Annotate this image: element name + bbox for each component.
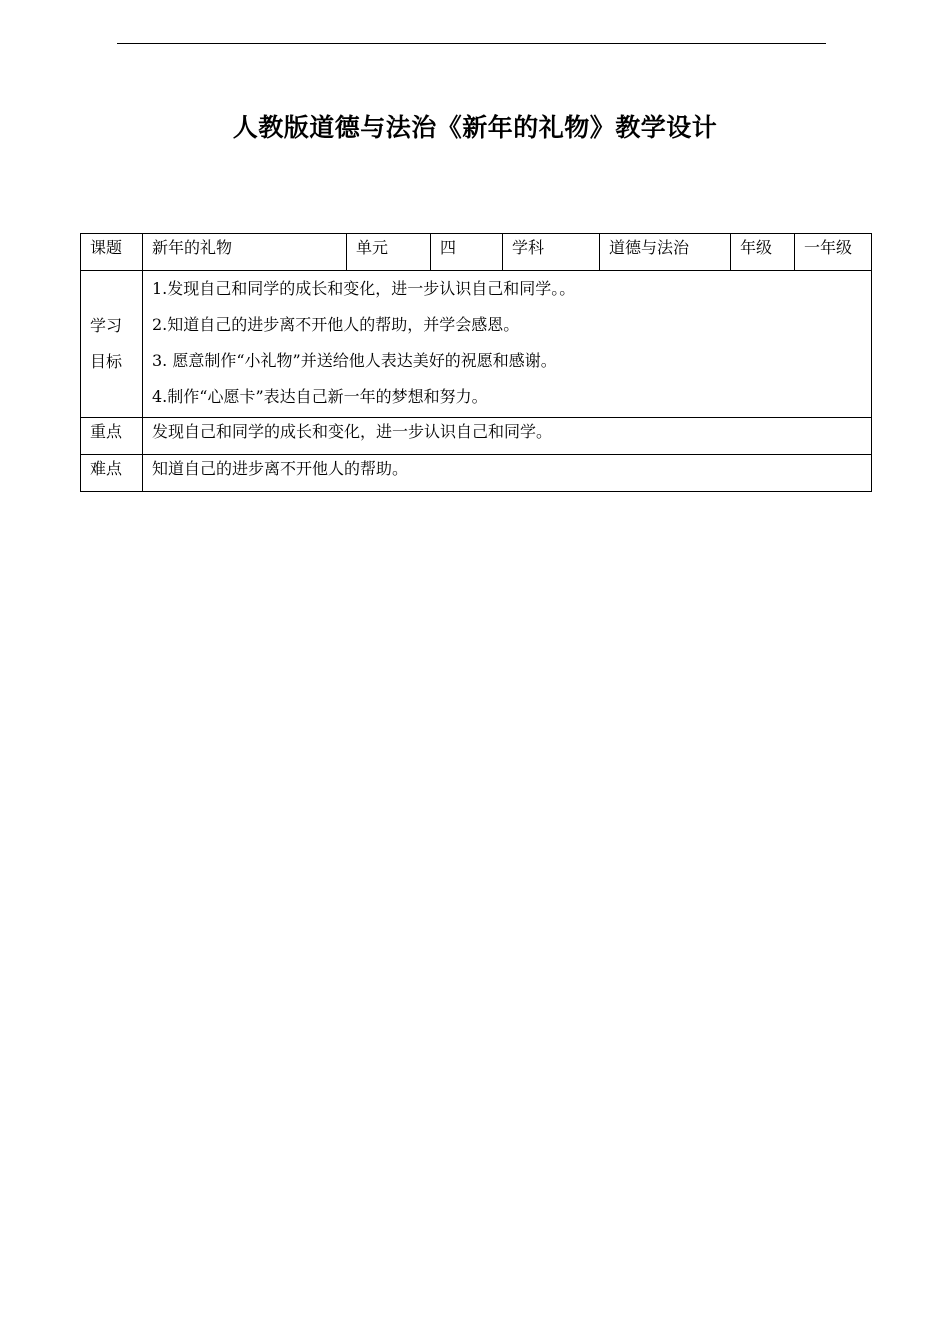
difficulty-value: 知道自己的进步离不开他人的帮助。 xyxy=(143,455,872,492)
goal-item: 4.制作“心愿卡”表达自己新一年的梦想和努力。 xyxy=(152,387,488,406)
grade-label: 年级 xyxy=(731,234,795,271)
document-title: 人教版道德与法治《新年的礼物》教学设计 xyxy=(232,113,718,142)
key-point-label: 重点 xyxy=(81,418,143,455)
topic-value: 新年的礼物 xyxy=(143,234,347,271)
unit-value: 四 xyxy=(431,234,503,271)
subject-label: 学科 xyxy=(503,234,600,271)
topic-label: 课题 xyxy=(81,234,143,271)
header-rule xyxy=(117,43,826,44)
lesson-info-table xyxy=(80,233,872,492)
goals-list-cell xyxy=(143,271,872,418)
unit-label: 单元 xyxy=(347,234,431,271)
key-point-value: 发现自己和同学的成长和变化，进一步认识自己和同学。 xyxy=(143,418,872,455)
subject-value: 道德与法治 xyxy=(600,234,731,271)
difficulty-label: 难点 xyxy=(81,455,143,492)
goal-item: 2.知道自己的进步离不开他人的帮助，并学会感恩。 xyxy=(152,315,520,334)
goals-label-line1: 学习 xyxy=(90,316,123,335)
table-row-header xyxy=(81,234,872,271)
table-row-key-point xyxy=(81,418,872,455)
goal-item: 3. 愿意制作“小礼物”并送给他人表达美好的祝愿和感谢。 xyxy=(152,351,557,370)
goal-item: 1.发现自己和同学的成长和变化，进一步认识自己和同学。。 xyxy=(152,279,576,298)
table-row-goals xyxy=(81,271,872,418)
table-row-difficulty xyxy=(81,455,872,492)
goals-label-cell xyxy=(81,271,143,418)
goals-label-line2: 目标 xyxy=(90,352,123,371)
grade-value: 一年级 xyxy=(795,234,872,271)
